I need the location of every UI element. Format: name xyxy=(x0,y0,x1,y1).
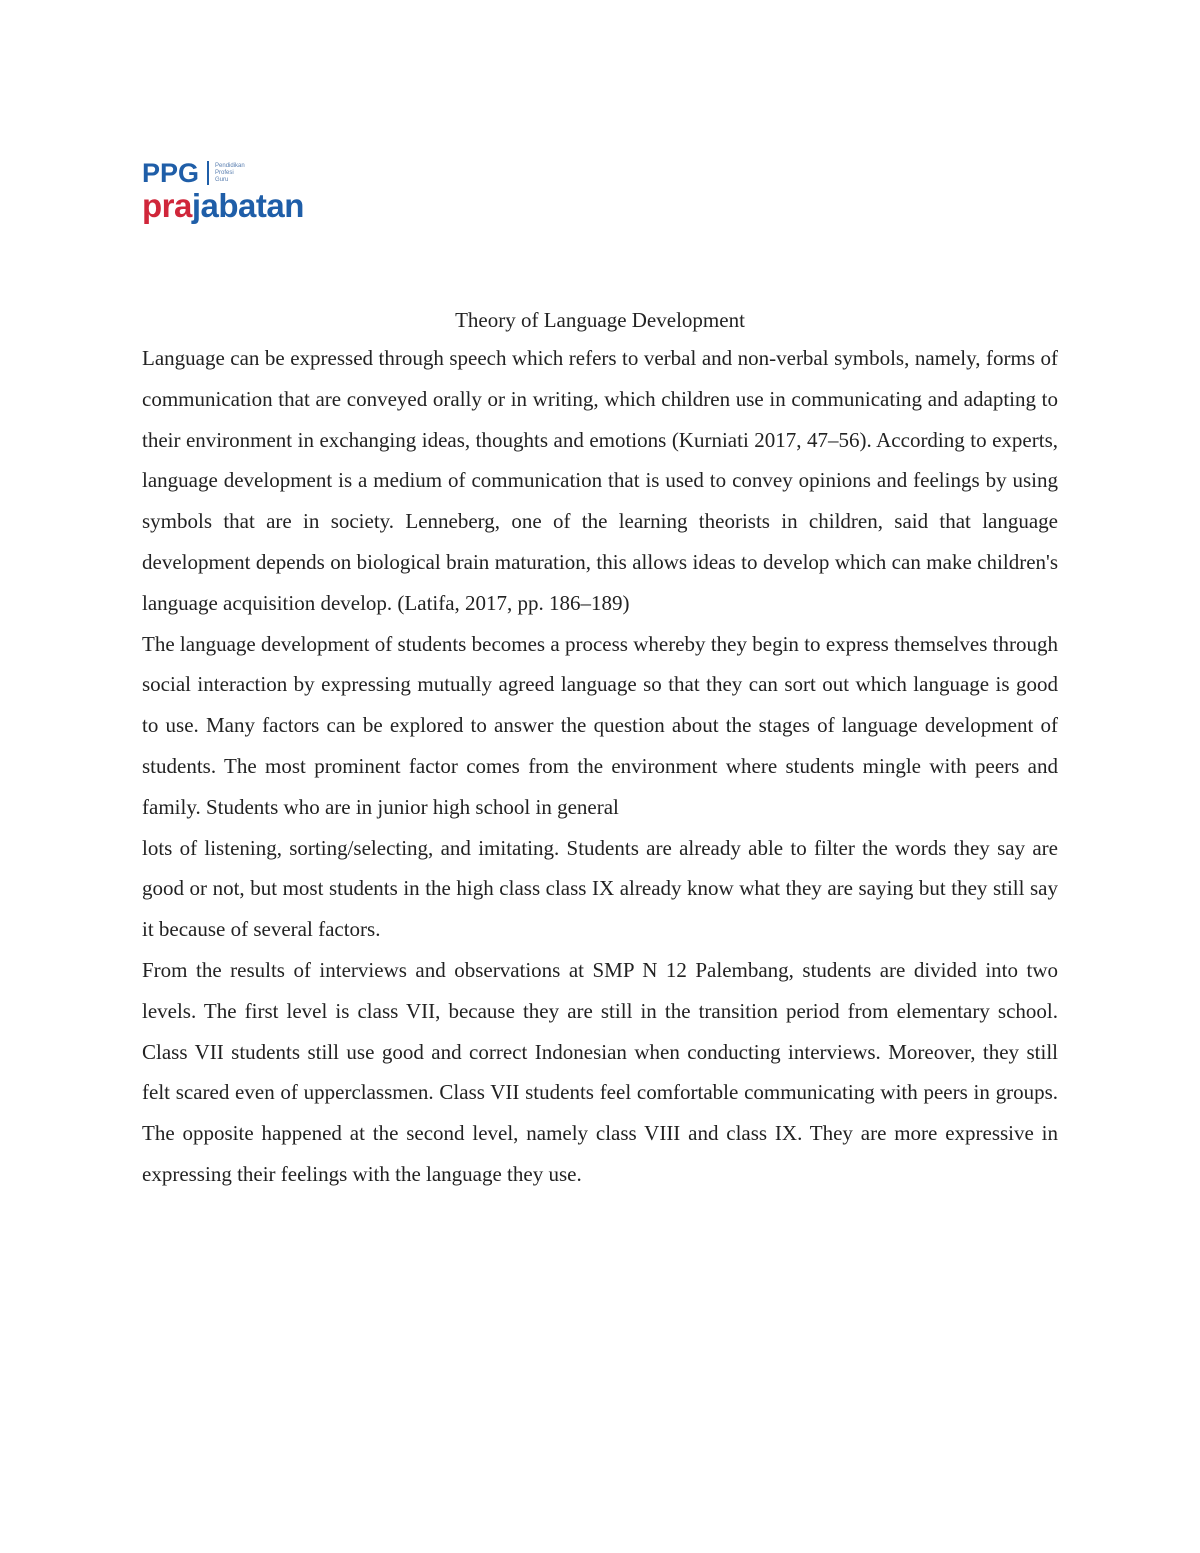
logo-top-row xyxy=(142,158,245,188)
logo-wordmark-blue: jabatan xyxy=(191,187,304,224)
logo-divider xyxy=(207,161,209,185)
logo-brand: PPG xyxy=(142,158,200,188)
logo-wordmark-red: pra xyxy=(142,187,192,224)
ppg-prajabatan-logo xyxy=(142,158,342,238)
document-title: Theory of Language Development xyxy=(455,308,745,332)
paragraph-1: Language can be expressed through speech which refers to verbal and non-verbal symbols, namely, forms of communication that are conveyed orally or in writing, which children use in communicating and adapting to their environment in exchanging ideas, thoughts and emotions (Kurniati 2017, 47–56). According to experts, language development is a medium of communication that is used to convey opinions and feelings by using symbols that are in society. Lenneberg, one of the learning theorists in children, said that language development depends on biological brain maturation, this allows ideas to develop which can make children's language acquisition develop. (Latifa, 2017, pp. 186–189) xyxy=(142,346,1058,615)
paragraph-3: lots of listening, sorting/selecting, and imitating. Students are already able to filter the words they say are good or not, but most students in the high class class IX already know what they are saying but they still say it because of several factors. xyxy=(142,835,1058,942)
logo-wordmark xyxy=(142,186,304,226)
logo-tagline-line: Profesi xyxy=(215,169,234,176)
paragraph-4: From the results of interviews and observations at SMP N 12 Palembang, students are divided into two levels. The first level is class VII, because they are still in the transition period from elementary school. Class VII students still use good and correct Indonesian when conducting interviews. Moreover, they still felt scared even of upperclassmen. Class VII students feel comfortable communicating with peers in groups. The opposite happened at the second level, namely class VIII and class IX. They are more expressive in expressing their feelings with the language they use. xyxy=(142,957,1058,1186)
logo-tagline-line: Guru xyxy=(215,176,229,183)
logo-tagline-line: Pendidikan xyxy=(215,162,245,169)
paragraph-2: The language development of students becomes a process whereby they begin to express themselves through social interaction by expressing mutually agreed language so that they can sort out which language is good to use. Many factors can be explored to answer the question about the stages of language development of students. The most prominent factor comes from the environment where students mingle with peers and family. Students who are in junior high school in general xyxy=(142,631,1058,819)
logo-tagline xyxy=(215,163,245,184)
document-body xyxy=(142,338,1058,1195)
